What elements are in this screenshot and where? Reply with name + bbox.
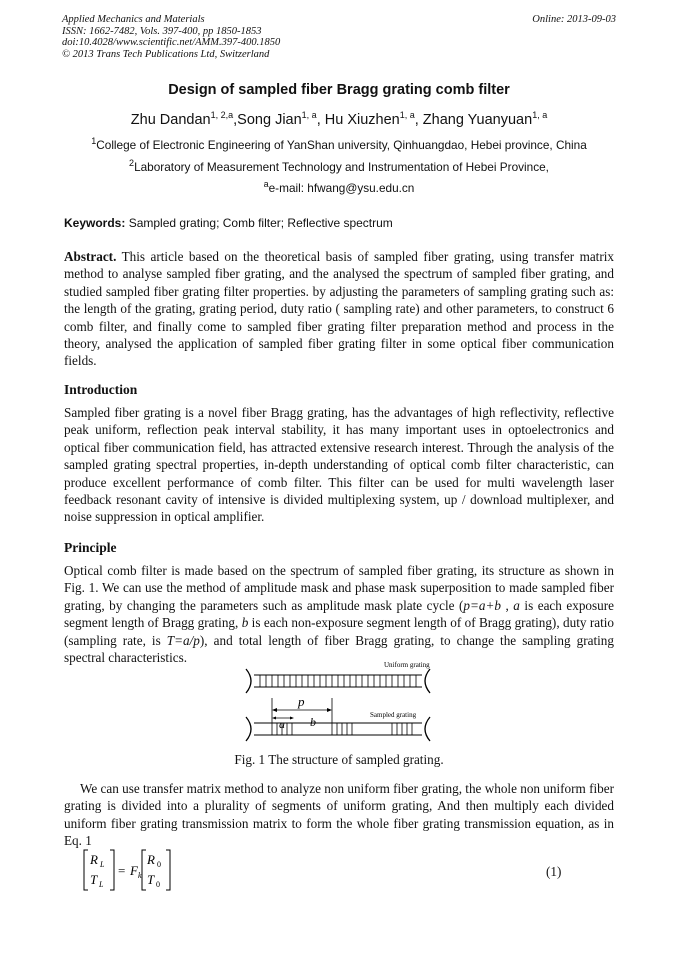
principle-text-part: , — [500, 597, 514, 613]
var-a: a — [513, 597, 520, 613]
eq-TL-sub: L — [99, 880, 104, 889]
paper-title: Design of sampled fiber Bragg grating comb filter — [168, 82, 510, 98]
uniform-grating-label: Uniform grating — [384, 661, 430, 669]
affiliation-1 — [0, 138, 678, 152]
figure-caption: Fig. 1 The structure of sampled grating. — [234, 752, 444, 767]
eq-TL: T — [90, 872, 98, 887]
sampled-grating-label: Sampled grating — [370, 711, 417, 719]
author-superscript: 1, 2,a — [210, 110, 234, 121]
var-b: b — [241, 615, 249, 631]
left-bracket — [142, 850, 146, 890]
uniform-right-end — [425, 669, 430, 693]
a-label: a — [279, 717, 285, 731]
transfer-matrix-text: We can use transfer matrix method to analyze non uniform fiber grating, the whole non uniform fiber grating is divided into a plurality of segments of uniform grating, And then multiply each divided uniform fiber grating transmission matrix to form the whole fiber grating transmission equation, as in Eq. 1 — [64, 781, 614, 849]
eq-RL: R — [90, 852, 98, 867]
copyright-line: © 2013 Trans Tech Publications Ltd, Switzerland — [62, 48, 270, 60]
keywords-label: Keywords: — [64, 216, 126, 230]
issn-line: ISSN: 1662-7482, Vols. 397-400, pp 1850-1853 — [62, 25, 262, 37]
affiliation-text: College of Electronic Engineering of YanShan university, Qinhuangdao, Hebei province, China — [96, 138, 587, 152]
journal-name: Applied Mechanics and Materials — [62, 14, 205, 25]
author-superscript: 1, a — [532, 110, 548, 121]
author-superscript: 1, a — [399, 110, 415, 121]
eq-F: F — [130, 863, 138, 878]
principle-heading: Principle — [64, 540, 117, 555]
abstract-text: This article based on the theoretical basis of sampled fiber grating, using transfer matrix method to analyse sampled fiber grating, and the analysed the spectrum of sampled fiber grating, and studied sampled fiber grating filter properties. by adjusting the parameters of sampling grating such as: the length of the grating, grating period, duty ratio ( sampling rate) and other parameters, to construct 6 comb filter, and finally come to sampled fiber grating filter preparation method and process in the theory, analysed the application of sampled fiber grating filter in some optical fiber communication fields. — [64, 249, 614, 369]
eq-RL-sub: L — [100, 860, 105, 869]
figure-sampled-grating — [232, 656, 438, 752]
abstract-label: Abstract. — [64, 249, 117, 264]
author-superscript: 1, a — [301, 110, 317, 121]
principle-text-part: Optical comb filter is made based on the spectrum of sampled fiber grating, its structure as shown in Fig. 1. We can use the method of amplitude mask and phase mask superposition to made sampled fiber grating, by changing the parameters such as amplitude mask plate cycle ( — [64, 563, 614, 613]
eq-F-sub: k — [138, 871, 142, 880]
email-line — [0, 181, 678, 195]
uniform-grating-lines — [260, 675, 416, 687]
principle-text — [64, 562, 614, 666]
author-separator: , — [414, 112, 423, 128]
abstract — [64, 248, 614, 370]
sampled-grating-lines — [272, 723, 412, 735]
eq-T0-sub: 0 — [156, 880, 160, 889]
equation-1 — [78, 846, 178, 894]
right-bracket — [110, 850, 114, 890]
arrowhead — [290, 717, 294, 720]
introduction-text: Sampled fiber grating is a novel fiber Bragg grating, has the advantages of high reflectivity, reflective peak uniform, reflection peak interval stability, it has many important uses in optoelectronics and optical fiber communication field, has attracted extensive research interest. Through the analysis of the sampled grating spectral properties, in-depth understanding of optical comb filter characteristic, can produce excellent performance of comb filter. This filter can be used for multi wavelength laser feedback resonant cavity of intensive is divided multiplexing system, up / download multiplexer, and noise suppression in optical amplifier. — [64, 405, 614, 525]
affiliation-marker: 1 — [91, 136, 97, 147]
doi-line: doi:10.4028/www.scientific.net/AMM.397-400.1850 — [62, 37, 281, 48]
keywords — [64, 216, 393, 230]
journal-header — [62, 14, 280, 60]
right-bracket — [166, 850, 170, 890]
arrowhead — [272, 717, 276, 720]
affiliation-marker: a — [263, 179, 269, 190]
expr-p: p=a+b — [463, 597, 501, 613]
keywords-text: Sampled grating; Comb filter; Reflective spectrum — [125, 216, 393, 230]
sampled-right-end — [425, 717, 430, 741]
introduction-heading: Introduction — [64, 382, 138, 397]
eq-equals: = — [118, 863, 126, 878]
uniform-left-end — [246, 669, 251, 693]
sampled-left-end — [246, 717, 251, 741]
author-name: Song Jian — [237, 112, 302, 128]
author-name: Zhang Yuanyuan — [422, 112, 533, 128]
equation-number: (1) — [546, 864, 562, 879]
principle-text-part: is each non-exposure segment length of of Bragg grating), duty ratio (sampling rate, is — [64, 615, 614, 648]
affiliation-marker: 2 — [129, 158, 135, 169]
eq-R0: R — [147, 852, 155, 867]
author-name: Hu Xiuzhen — [324, 112, 400, 128]
author-name: Zhu Dandan — [130, 112, 211, 128]
eq-R0-sub: 0 — [157, 860, 161, 869]
author-separator: , — [316, 112, 325, 128]
author-separator: , — [233, 112, 238, 128]
online-date: Online: 2013-09-03 — [532, 14, 616, 25]
principle-text-part: ), and total length of fiber Bragg grating, to change the sampling grating spectral characteristics. — [64, 632, 614, 666]
expr-T: T=a/p — [166, 632, 200, 648]
b-label: b — [310, 715, 316, 729]
email-text: e-mail: hfwang@ysu.edu.cn — [268, 181, 415, 195]
eq-T0: T — [147, 872, 155, 887]
principle-text-part: is each exposure segment length of Bragg grating, — [64, 597, 614, 631]
p-label: p — [298, 694, 305, 709]
arrowhead — [272, 708, 277, 712]
affiliation-2 — [0, 160, 678, 174]
arrowhead — [327, 708, 332, 712]
affiliation-text: Laboratory of Measurement Technology and Instrumentation of Hebei Province, — [134, 160, 549, 174]
left-bracket — [84, 850, 88, 890]
author-list — [0, 112, 678, 128]
